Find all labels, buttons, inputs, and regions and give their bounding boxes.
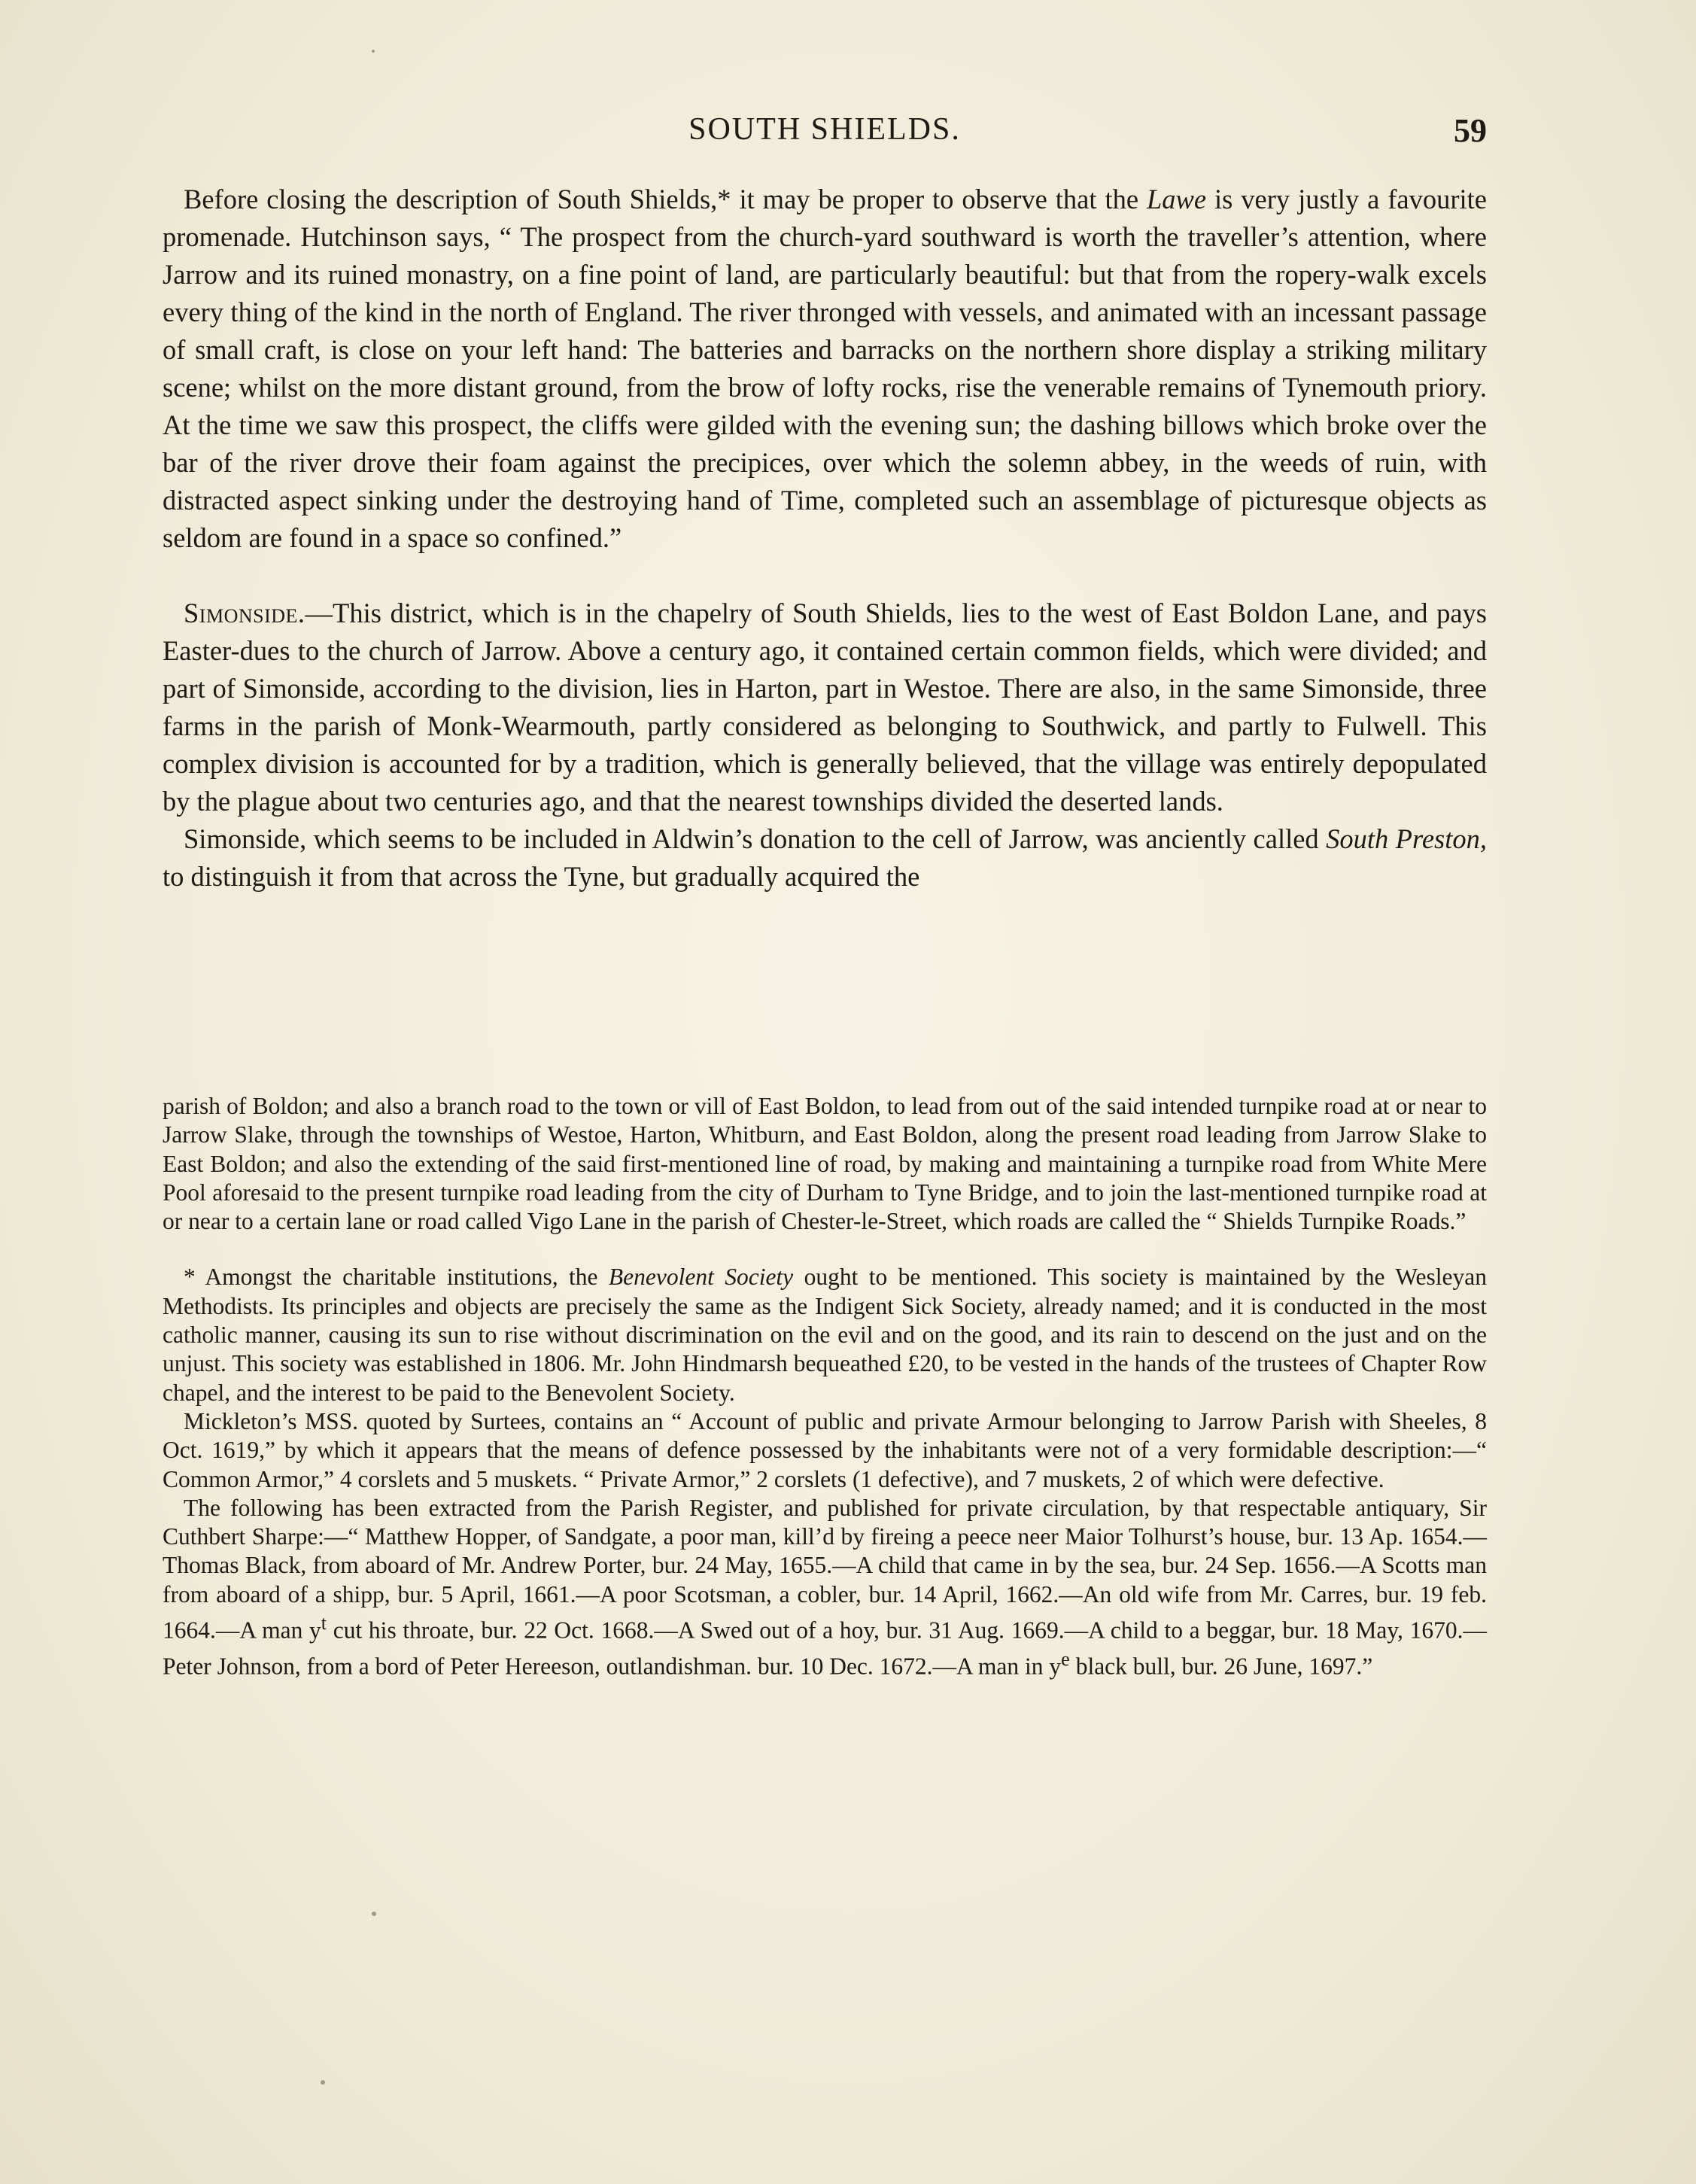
paper-speck	[321, 2080, 325, 2085]
footnote-text: cut his throate, bur. 22 Oct. 1668.—A Swed out of a hoy, bur. 31 Aug. 1669.—A child to a beggar, bur. 18 May, 1670.—Peter Johnson, from a bord of Peter Hereeson, outlandishman. bur. 10 Dec. 1672.—A man in y	[163, 1617, 1487, 1680]
footnote-continuation: parish of Boldon; and also a branch road to the town or vill of East Boldon, to lead from out of the said intended turnpike road at or near to Jarrow Slake, through the townships of Westoe, Harton, Whitburn, and East Boldon, along the present road leading from Jarrow Slake to East Boldon; and also the extending of the said first-mentioned line of road, by making and maintaining a turnpike road from White Mere Pool aforesaid to the present turnpike road leading from the city of Durham to Tyne Bridge, and to join the last-mentioned turnpike road at or near to a certain lane or road called Vigo Lane in the parish of Chester-le-Street, which roads are called the “ Shields Turnpike Roads.”	[163, 1093, 1487, 1235]
footnotes	[163, 1092, 1487, 1681]
page-number: 59	[1454, 112, 1487, 149]
paragraph-south-preston	[163, 820, 1487, 896]
paragraph-text: Simonside, which seems to be included in Aldwin’s donation to the cell of Jarrow, was anciently called	[184, 823, 1327, 854]
main-text	[163, 181, 1487, 896]
paragraph-text: is very justly a favourite promenade. Hutchinson says, “ The prospect from the church-yard southward is worth the traveller’s attention, where Jarrow and its ruined monastry, on a fine point of land, are particularly beautiful: but that from the ropery-walk excels every thing of the kind in the north of England. The river thronged with vessels, and animated with an incessant passage of small craft, is close on your left hand: The batteries and barracks on the northern shore display a striking military scene; whilst on the more distant ground, from the brow of lofty rocks, rise the venerable remains of Tynemouth priory. At the time we saw this prospect, the cliffs were gilded with the evening sun; the dashing billows which broke over the bar of the river drove their foam against the precipices, over which the solemn abbey, in the weeds of ruin, with distracted aspect sinking under the destroying hand of Time, completed such an assemblage of picturesque objects as seldom are found in a space so confined.”	[163, 184, 1487, 553]
footnote-parish-register	[163, 1494, 1487, 1681]
running-head	[163, 111, 1487, 154]
page-title: SOUTH SHIELDS.	[688, 112, 961, 147]
paper-speck	[372, 50, 375, 53]
superscript: e	[1061, 1647, 1070, 1670]
footnote-text: black bull, bur. 26 June, 1697.”	[1069, 1653, 1373, 1680]
superscript: t	[321, 1612, 327, 1635]
paragraph-simonside	[163, 595, 1487, 820]
paper-speck	[372, 1912, 376, 1916]
italic-term: South Preston,	[1326, 823, 1487, 854]
footnote-text: The following has been extracted from the Parish Register, and published for private circulation, by that respectable antiquary, Sir Cuthbert Sharpe:—“ Matthew Hopper, of Sandgate, a poor man, kill’d by fireing a peece neer Maior Tolhurst’s house, bur. 13 Ap. 1654.—Thomas Black, from aboard of Mr. Andrew Porter, bur. 24 May, 1655.—A child that came in by the sea, bur. 24 Sep. 1656.—A Scotts man from aboard of a shipp, bur. 5 April, 1661.—A poor Scotsman, a cobler, bur. 14 April, 1662.—An old wife from Mr. Carres, bur. 19 feb. 1664.—A man y	[163, 1494, 1487, 1644]
footnote-text: ought to be mentioned. This society is maintained by the Wesleyan Methodists. Its principles and objects are precisely the same as the Indigent Sick Society, already named; and it is conducted in the most catholic manner, causing its sun to rise without discrimination on the evil and on the good, and its rain to descend on the just and on the unjust. This society was established in 1806. Mr. John Hindmarsh bequeathed £20, to be vested in the hands of the trustees of Chapter Row chapel, and the interest to be paid to the Benevolent Society.	[163, 1264, 1487, 1406]
footnote-text: * Amongst the charitable institutions, the	[184, 1264, 609, 1291]
italic-term: Benevolent Society	[608, 1264, 794, 1291]
italic-term: Lawe	[1146, 184, 1207, 214]
paragraph-text: to distinguish it from that across the Tyne, but gradually acquired the	[163, 861, 920, 892]
paragraph-text: —This district, which is in the chapelry of South Shields, lies to the west of East Boldon Lane, and pays Easter-dues to the church of Jarrow. Above a century ago, it contained certain common fields, which were divided; and part of Simonside, according to the division, lies in Harton, part in Westoe. There are also, in the same Simonside, three farms in the parish of Monk-Wearmouth, partly considered as belonging to Southwick, and partly to Fulwell. This complex division is accounted for by a tradition, which is generally believed, that the village was entirely depopulated by the plague about two centuries ago, and that the nearest townships divided the deserted lands.	[163, 598, 1487, 817]
section-heading: Simonside.	[184, 598, 305, 628]
footnote-benevolent-society	[163, 1263, 1487, 1407]
footnote-mickleton: Mickleton’s MSS. quoted by Surtees, contains an “ Account of public and private Armour belonging to Jarrow Parish with Sheeles, 8 Oct. 1619,” by which it appears that the means of defence possessed by the inhabitants were not of a very formidable description:—“ Common Armor,” 4 corslets and 5 muskets. “ Private Armor,” 2 corslets (1 defective), and 7 muskets, 2 of which were defective.	[163, 1407, 1487, 1492]
paragraph-text: Before closing the description of South Shields,* it may be proper to observe that the	[184, 184, 1147, 214]
paragraph-lawe	[163, 181, 1487, 557]
